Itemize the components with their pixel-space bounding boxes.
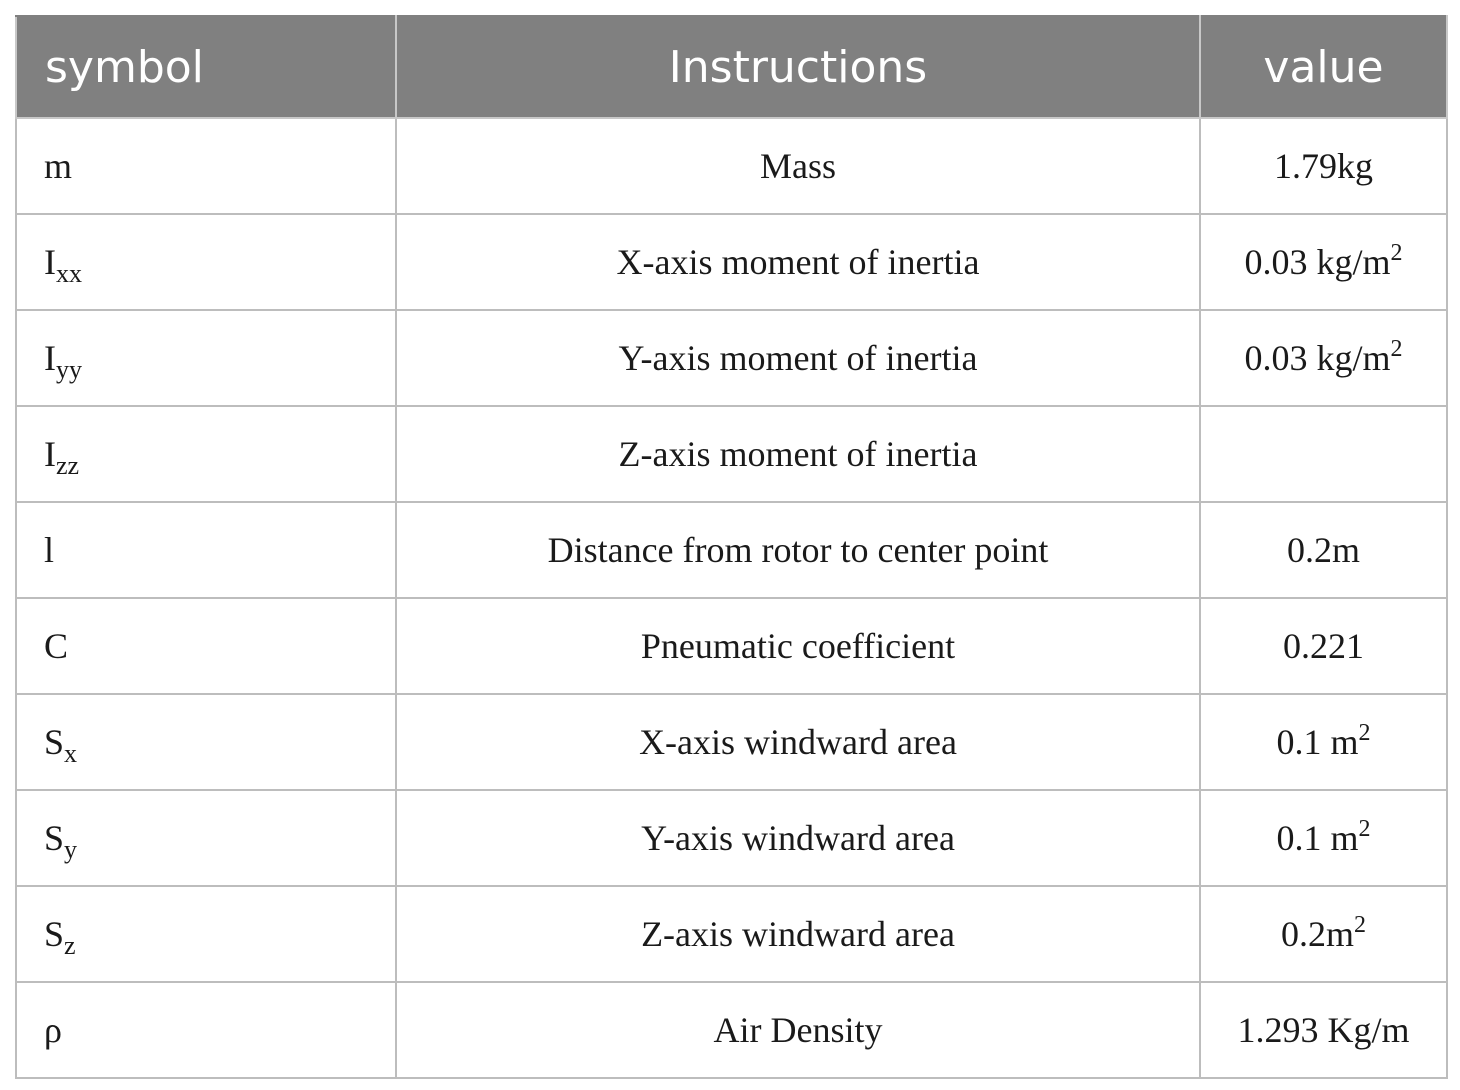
instruction-cell: Y-axis windward area: [396, 790, 1200, 886]
table-row: [16, 886, 1447, 982]
table-row: [16, 118, 1447, 214]
value-cell: [1200, 982, 1447, 1078]
symbol-subscript: zz: [56, 451, 80, 480]
symbol-cell: [16, 310, 396, 406]
value-text: 0.2m: [1286, 530, 1360, 570]
symbol-cell: [16, 598, 396, 694]
header-instructions: Instructions: [396, 16, 1200, 118]
symbol-main: S: [44, 722, 65, 762]
symbol-subscript: yy: [56, 355, 82, 384]
value-cell: [1200, 118, 1447, 214]
instruction-cell: Pneumatic coefficient: [396, 598, 1200, 694]
symbol-main: S: [44, 914, 65, 954]
instruction-cell: Z-axis moment of inertia: [396, 406, 1200, 502]
instruction-cell: X-axis windward area: [396, 694, 1200, 790]
symbol-cell: [16, 502, 396, 598]
symbol-subscript: y: [64, 835, 78, 864]
value-cell: [1200, 790, 1447, 886]
instruction-cell: Distance from rotor to center point: [396, 502, 1200, 598]
header-symbol: symbol: [16, 16, 396, 118]
symbol-cell: [16, 118, 396, 214]
value-cell: [1200, 310, 1447, 406]
value-cell: [1200, 502, 1447, 598]
instruction-cell: Mass: [396, 118, 1200, 214]
table-row: [16, 598, 1447, 694]
value-superscript: 2: [1390, 336, 1403, 362]
symbol-main: ρ: [44, 1010, 62, 1050]
symbol-cell: [16, 694, 396, 790]
symbol-main: I: [44, 242, 56, 282]
instruction-cell: Air Density: [396, 982, 1200, 1078]
symbol-cell: [16, 790, 396, 886]
symbol-main: l: [44, 530, 55, 570]
value-cell: [1200, 694, 1447, 790]
value-text: 0.2m: [1280, 914, 1354, 954]
value-text: 0.1 m: [1276, 818, 1359, 858]
header-row: [16, 16, 1447, 118]
symbol-cell: [16, 406, 396, 502]
value-cell: [1200, 886, 1447, 982]
table-row: [16, 406, 1447, 502]
value-cell: [1200, 406, 1447, 502]
symbol-subscript: z: [64, 931, 76, 960]
value-cell: [1200, 598, 1447, 694]
symbol-main: I: [44, 434, 56, 474]
instruction-cell: Y-axis moment of inertia: [396, 310, 1200, 406]
symbol-main: I: [44, 338, 56, 378]
symbol-main: C: [44, 626, 69, 666]
instruction-cell: Z-axis windward area: [396, 886, 1200, 982]
symbol-cell: [16, 214, 396, 310]
value-text: 0.221: [1283, 626, 1364, 666]
symbol-cell: [16, 982, 396, 1078]
table-row: [16, 310, 1447, 406]
table-row: [16, 694, 1447, 790]
value-text: 1.79kg: [1274, 146, 1373, 186]
value-superscript: 2: [1358, 816, 1371, 842]
table-row: [16, 502, 1447, 598]
header-value: value: [1200, 16, 1447, 118]
symbol-subscript: xx: [56, 259, 82, 288]
value-text: 0.03 kg/m: [1244, 338, 1391, 378]
value-superscript: 2: [1390, 240, 1403, 266]
value-cell: [1200, 214, 1447, 310]
table-row: [16, 982, 1447, 1078]
table-row: [16, 790, 1447, 886]
parameter-table: [15, 15, 1448, 1079]
value-text: 0.03 kg/m: [1244, 242, 1391, 282]
table-row: [16, 214, 1447, 310]
value-text: 1.293 Kg/m: [1237, 1010, 1410, 1050]
symbol-main: S: [44, 818, 65, 858]
instruction-cell: X-axis moment of inertia: [396, 214, 1200, 310]
symbol-cell: [16, 886, 396, 982]
symbol-subscript: x: [64, 739, 78, 768]
symbol-main: m: [44, 146, 73, 186]
value-superscript: 2: [1358, 720, 1371, 746]
value-superscript: 2: [1354, 912, 1366, 938]
value-text: 0.1 m: [1276, 722, 1359, 762]
